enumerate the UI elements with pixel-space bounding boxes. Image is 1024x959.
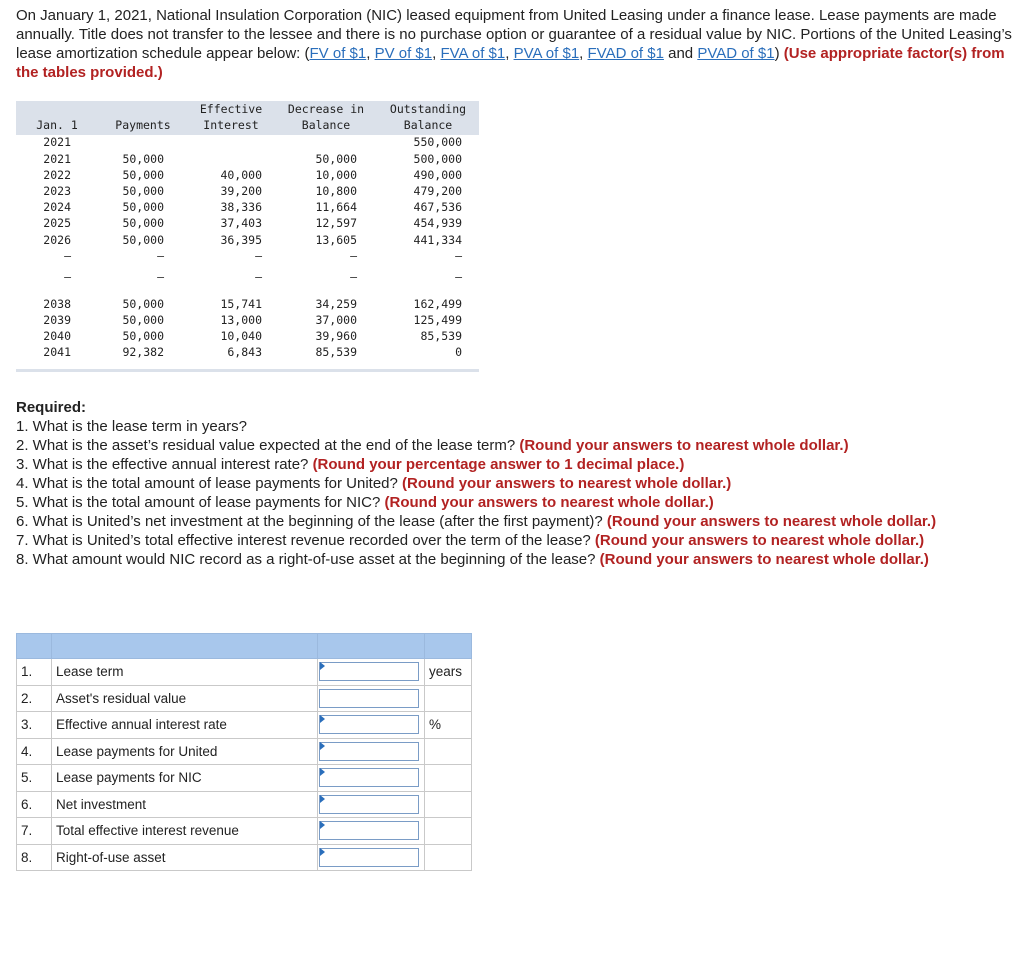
- input-marker-icon: [320, 662, 325, 670]
- link-fvad[interactable]: FVAD of $1: [587, 45, 664, 62]
- schedule-cell: 2038: [43, 297, 71, 311]
- schedule-header-edge: [16, 133, 479, 135]
- link-fv[interactable]: FV of $1: [309, 45, 367, 62]
- schedule-cell: 454,939: [413, 216, 462, 230]
- header-payments: Payments: [115, 118, 171, 132]
- answer-row: [17, 765, 472, 792]
- answer-row: [17, 712, 472, 739]
- schedule-cell: –: [255, 249, 262, 263]
- required-question: 5. What is the total amount of lease payments for NIC?: [16, 494, 385, 511]
- schedule-cell: 162,499: [413, 297, 462, 311]
- input-marker-icon: [320, 715, 325, 723]
- required-rounding-note: (Round your answers to nearest whole dollar.): [519, 437, 849, 454]
- answer-header-cell: [52, 634, 318, 659]
- answer-input[interactable]: [319, 715, 419, 734]
- answer-unit: [425, 791, 472, 818]
- answer-header-cell: [318, 634, 425, 659]
- required-item: [16, 436, 1014, 455]
- answer-input-cell: [318, 685, 425, 712]
- answer-table: [16, 633, 472, 871]
- answer-row: [17, 818, 472, 845]
- answer-label: Effective annual interest rate: [52, 712, 318, 739]
- answer-input[interactable]: [319, 689, 419, 708]
- schedule-cell: 2040: [43, 329, 71, 343]
- answer-input[interactable]: [319, 848, 419, 867]
- required-question: 2. What is the asset’s residual value expected at the end of the lease term?: [16, 437, 520, 454]
- schedule-cell: 92,382: [122, 345, 164, 359]
- answer-row: [17, 738, 472, 765]
- schedule-cell: 550,000: [413, 135, 462, 149]
- answer-number: 7.: [17, 818, 52, 845]
- required-rounding-note: (Round your percentage answer to 1 decimal place.): [312, 456, 685, 473]
- required-question: 4. What is the total amount of lease payments for United?: [16, 475, 403, 492]
- required-question: 8. What amount would NIC record as a right-of-use asset at the beginning of the lease?: [16, 551, 600, 568]
- schedule-cell: 13,605: [315, 233, 357, 247]
- header-interest-2: Interest: [203, 118, 259, 132]
- schedule-cell: 125,499: [413, 313, 462, 327]
- required-rounding-note: (Round your answers to nearest whole dollar.): [402, 475, 732, 492]
- schedule-cell: –: [350, 249, 357, 263]
- input-marker-icon: [320, 768, 325, 776]
- schedule-cell: 13,000: [220, 313, 262, 327]
- header-outstanding-2: Balance: [403, 118, 453, 132]
- intro-instruction: (Use appropriate factor(s) from the tables provided.): [16, 45, 1005, 81]
- schedule-cell: 50,000: [122, 216, 164, 230]
- schedule-cell: 39,960: [315, 329, 357, 343]
- answer-header-cell: [17, 634, 52, 659]
- schedule-cell: 490,000: [413, 168, 462, 182]
- schedule-cell: 2024: [43, 200, 71, 214]
- answer-input[interactable]: [319, 742, 419, 761]
- schedule-cell: 10,000: [315, 168, 357, 182]
- required-item: [16, 455, 1014, 474]
- answer-number: 5.: [17, 765, 52, 792]
- required-rounding-note: (Round your answers to nearest whole dollar.): [594, 532, 925, 549]
- schedule-cell: –: [350, 270, 357, 284]
- schedule-cell: 2041: [43, 345, 71, 359]
- schedule-cell: 10,800: [315, 184, 357, 198]
- schedule-cell: 467,536: [413, 200, 462, 214]
- answer-unit: [425, 844, 472, 871]
- required-item: [16, 493, 1014, 512]
- schedule-cell: 2039: [43, 313, 71, 327]
- answer-label: Lease payments for NIC: [52, 765, 318, 792]
- required-item: [16, 550, 1014, 569]
- schedule-cell: 50,000: [122, 184, 164, 198]
- required-question: 7. What is United’s total effective interest revenue recorded over the term of the lease?: [16, 532, 595, 549]
- schedule-cell: 2021: [43, 152, 71, 166]
- answer-unit: [425, 818, 472, 845]
- link-pvad[interactable]: PVAD of $1: [697, 45, 775, 62]
- schedule-cell: 50,000: [122, 152, 164, 166]
- schedule-cell: –: [455, 270, 462, 284]
- input-marker-icon: [320, 742, 325, 750]
- required-item: [16, 474, 1014, 493]
- header-jan: Jan. 1: [36, 118, 78, 132]
- amortization-schedule: [16, 101, 479, 372]
- schedule-cell: 37,000: [315, 313, 357, 327]
- answer-unit: [425, 685, 472, 712]
- input-marker-icon: [320, 848, 325, 856]
- required-question: 1. What is the lease term in years?: [16, 418, 247, 435]
- required-title: Required:: [16, 399, 87, 416]
- required-section: [16, 398, 1014, 569]
- answer-input-cell: [318, 659, 425, 686]
- answer-input[interactable]: [319, 795, 419, 814]
- header-outstanding-1: Outstanding: [389, 102, 467, 116]
- answer-unit: [425, 738, 472, 765]
- answer-number: 4.: [17, 738, 52, 765]
- answer-label: Asset's residual value: [52, 685, 318, 712]
- schedule-cell: 50,000: [315, 152, 357, 166]
- schedule-cell: –: [64, 249, 71, 263]
- required-rounding-note: (Round your answers to nearest whole dollar.): [384, 494, 714, 511]
- required-item: [16, 417, 1014, 436]
- answer-label: Total effective interest revenue: [52, 818, 318, 845]
- schedule-cell: 6,843: [227, 345, 262, 359]
- answer-unit: [425, 765, 472, 792]
- required-list: [16, 417, 1014, 569]
- answer-number: 1.: [17, 659, 52, 686]
- answer-input-cell: [318, 765, 425, 792]
- schedule-cell: 12,597: [315, 216, 357, 230]
- answer-input-cell: [318, 738, 425, 765]
- schedule-cell: 15,741: [220, 297, 262, 311]
- schedule-cell: –: [157, 249, 164, 263]
- answer-unit: years: [425, 659, 472, 686]
- schedule-cell: –: [157, 270, 164, 284]
- problem-intro: On January 1, 2021, National Insulation Corporation (NIC) leased equipment from United Leasing under a finance lease. Lease payments are made annually. Title does not transfer to the lessee and there is no purchase option or guarantee of a residual value by NIC. Portions of the United Leasing’s lease amortization schedule appear below: (FV of $1, PV of $1, FVA of $1, PVA of $1, FVAD of $1 and PVAD of $1) (Use appropriate factor(s) from the tables provided.): [16, 7, 1012, 81]
- required-item: [16, 531, 1014, 550]
- schedule-cell: 37,403: [220, 216, 262, 230]
- schedule-cell: 50,000: [122, 313, 164, 327]
- answer-number: 2.: [17, 685, 52, 712]
- answer-header-row: [17, 634, 472, 659]
- schedule-footer-line: [16, 369, 479, 372]
- link-pv[interactable]: PV of $1: [374, 45, 433, 62]
- answer-input[interactable]: [319, 768, 419, 787]
- answer-label: Lease payments for United: [52, 738, 318, 765]
- required-rounding-note: (Round your answers to nearest whole dollar.): [606, 513, 937, 530]
- answer-row: [17, 844, 472, 871]
- header-interest-1: Effective: [199, 102, 263, 116]
- schedule-cell: 2025: [43, 216, 71, 230]
- schedule-cell: 10,040: [220, 329, 262, 343]
- answer-input-cell: [318, 791, 425, 818]
- schedule-cell: 50,000: [122, 200, 164, 214]
- answer-number: 3.: [17, 712, 52, 739]
- input-marker-icon: [320, 795, 325, 803]
- schedule-cell: 0: [455, 345, 462, 359]
- header-decrease-1: Decrease in: [287, 102, 365, 116]
- schedule-cell: 50,000: [122, 168, 164, 182]
- schedule-cell: –: [64, 270, 71, 284]
- schedule-cell: 34,259: [315, 297, 357, 311]
- schedule-cell: 2023: [43, 184, 71, 198]
- link-pva[interactable]: PVA of $1: [513, 45, 580, 62]
- schedule-cell: 2022: [43, 168, 71, 182]
- schedule-cell: 441,334: [413, 233, 462, 247]
- link-fva[interactable]: FVA of $1: [440, 45, 506, 62]
- schedule-cell: 40,000: [220, 168, 262, 182]
- required-question: 6. What is United’s net investment at the beginning of the lease (after the first payment)?: [16, 513, 607, 530]
- schedule-cell: 11,664: [315, 200, 357, 214]
- header-decrease-2: Balance: [301, 118, 351, 132]
- schedule-cell: 2026: [43, 233, 71, 247]
- intro-text: On January 1, 2021, National Insulation Corporation (NIC) leased equipment from United Leasing under a finance lease. Lease payments are made annually. Title does not transfer to the lessee and there is no purchase option or guarantee of a residual value by NIC. Portions of the United Leasing’s lease amortization schedule appear below: (: [16, 7, 1012, 62]
- schedule-cell: 479,200: [413, 184, 462, 198]
- schedule-cell: 85,539: [315, 345, 357, 359]
- answer-label: Lease term: [52, 659, 318, 686]
- answer-header-cell: [425, 634, 472, 659]
- answer-input-cell: [318, 712, 425, 739]
- answer-row: [17, 685, 472, 712]
- required-question: 3. What is the effective annual interest rate?: [16, 456, 313, 473]
- schedule-cell: –: [455, 249, 462, 263]
- schedule-cell: 50,000: [122, 297, 164, 311]
- answer-row: [17, 659, 472, 686]
- schedule-cell: 39,200: [220, 184, 262, 198]
- answer-input[interactable]: [319, 662, 419, 681]
- schedule-cell: 2021: [43, 135, 71, 149]
- answer-row: [17, 791, 472, 818]
- input-marker-icon: [320, 821, 325, 829]
- schedule-cell: –: [255, 270, 262, 284]
- schedule-cell: 38,336: [220, 200, 262, 214]
- required-rounding-note: (Round your answers to nearest whole dollar.): [599, 551, 929, 568]
- schedule-cell: 500,000: [413, 152, 462, 166]
- answer-table-body: [17, 634, 472, 871]
- answer-unit: %: [425, 712, 472, 739]
- required-item: [16, 512, 1014, 531]
- schedule-cell: 85,539: [420, 329, 462, 343]
- answer-label: Net investment: [52, 791, 318, 818]
- answer-label: Right-of-use asset: [52, 844, 318, 871]
- answer-input-cell: [318, 844, 425, 871]
- answer-input[interactable]: [319, 821, 419, 840]
- answer-number: 6.: [17, 791, 52, 818]
- intro-and: and: [668, 45, 694, 62]
- schedule-cell: 50,000: [122, 233, 164, 247]
- schedule-cell: 36,395: [220, 233, 262, 247]
- schedule-cell: 50,000: [122, 329, 164, 343]
- answer-input-cell: [318, 818, 425, 845]
- answer-number: 8.: [17, 844, 52, 871]
